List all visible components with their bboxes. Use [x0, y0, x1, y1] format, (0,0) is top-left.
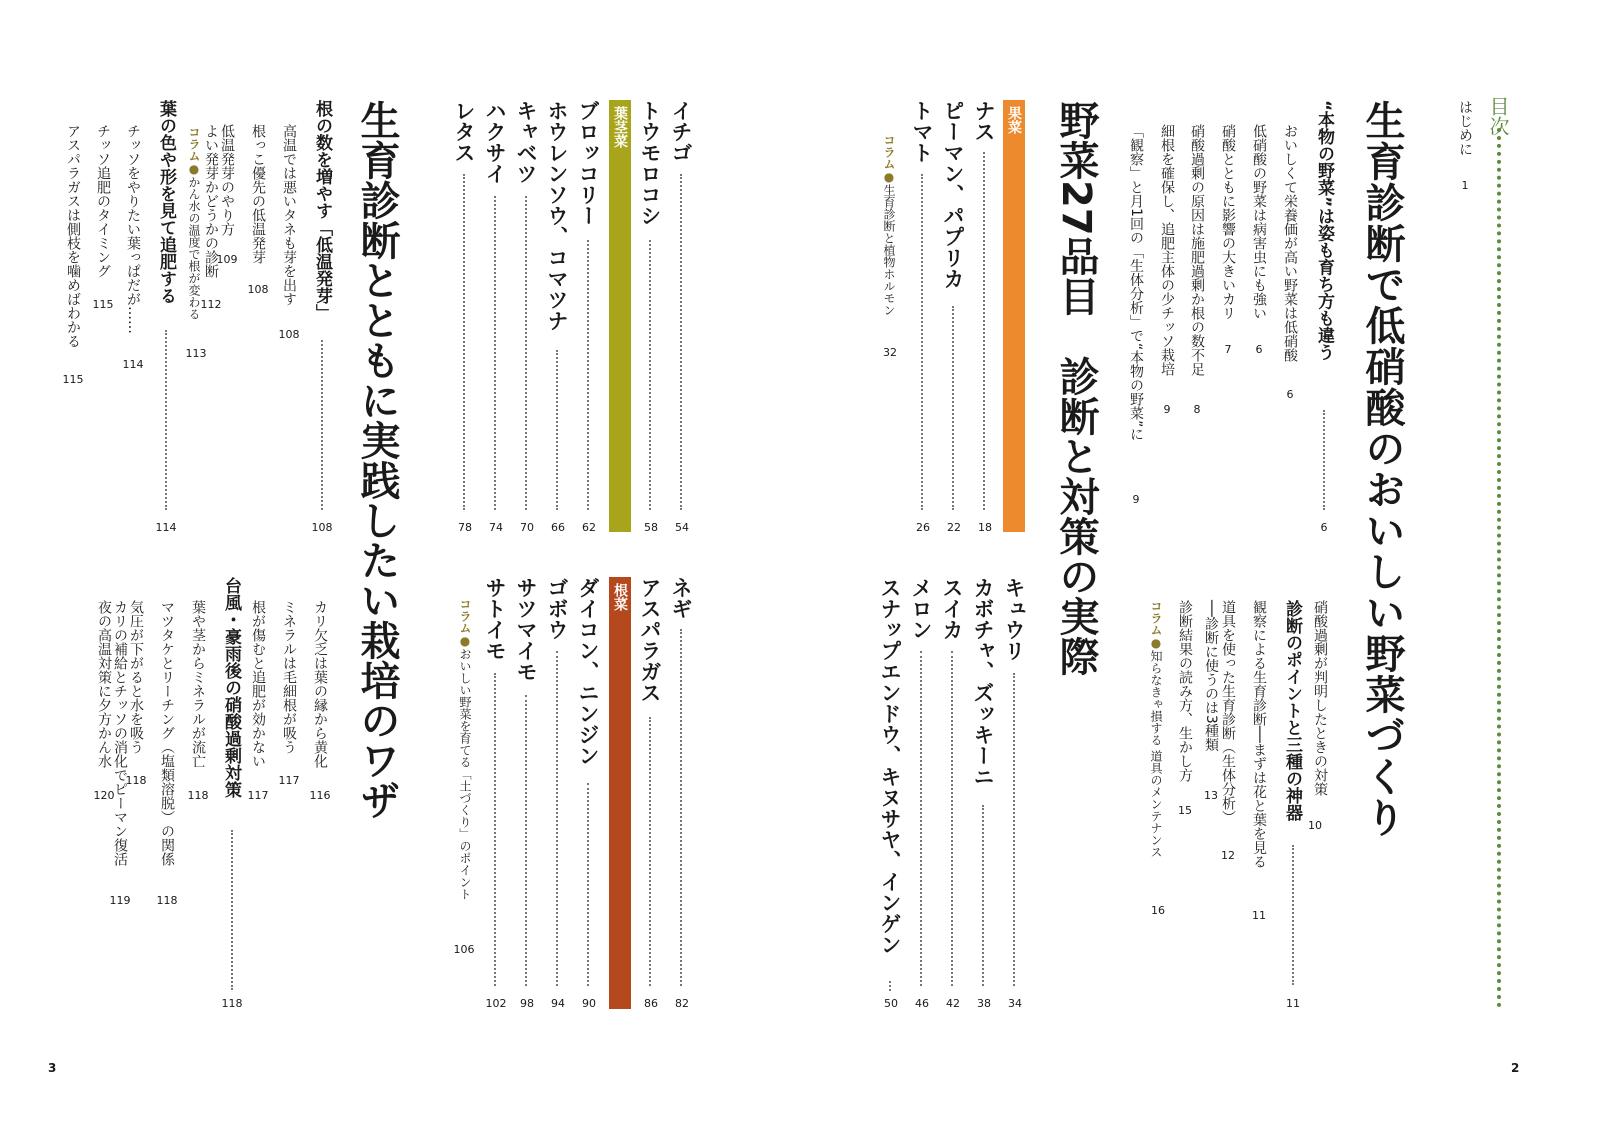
intro-label: はじめに	[1457, 100, 1473, 156]
p3-bottom-item-page: 117	[278, 774, 300, 787]
p1-column-text: 知らなきゃ損する 道具のメンテナンス	[1149, 650, 1163, 858]
p1-sec1-item: 低硝酸の野菜は病害虫にも強い	[1251, 124, 1267, 320]
p2-column1-tag: コラム●	[882, 134, 896, 184]
band-youkei-label: 葉茎菜	[612, 106, 628, 148]
p3-sec3-page: 118	[221, 997, 243, 1010]
p1-sec1-page: 6	[1320, 521, 1328, 534]
p2-column1-text: 生育診断と植物ホルモン	[882, 184, 896, 316]
p1-sec2-item-page: 13	[1204, 789, 1218, 802]
band-kasai	[1003, 100, 1025, 532]
p2-konsai-entry: サトイモ	[483, 577, 507, 661]
p2-misc-b-page: 82	[675, 997, 689, 1010]
p1-sec1-item-page: 9	[1163, 403, 1171, 416]
p3-sec1-item-page: 108	[278, 328, 300, 341]
p1-sec1-item: 硝酸過剰の原因は施肥過剰か根の数不足	[1189, 124, 1205, 376]
p2-kasai-b-leader	[1013, 673, 1015, 986]
p2-kasai-b-leader	[889, 981, 891, 991]
p2-youkei-page: 66	[551, 521, 565, 534]
p3-sec1-item-page: 108	[247, 283, 269, 296]
p1-sec2-item-page: 11	[1252, 909, 1266, 922]
p1-column-tag: コラム●	[1149, 600, 1163, 650]
p2-column2-tag: コラム●	[458, 598, 472, 648]
p2-kasai-b-leader	[982, 805, 984, 986]
p3-sec1-item: よい発芽かどうかの診断	[203, 124, 219, 278]
page-number-right: 2	[1511, 1061, 1520, 1075]
p3-sec1-item: 根っこ優先の低温発芽	[250, 124, 266, 264]
p2-misc-b-page: 86	[644, 997, 658, 1010]
p3-sec2-item: チッソ追肥のタイミング	[95, 124, 111, 278]
p1-sec2-item: 観察による生育診断──まずは花と葉を見る	[1251, 600, 1267, 869]
p1-column	[1150, 600, 1162, 858]
p2-kasai-b-leader	[920, 651, 922, 986]
p3-sec2-title: 葉の色や形を見て追肥する	[156, 100, 176, 304]
band-konsai-label: 根菜	[612, 583, 628, 611]
p3-sec3-item: 気圧が下がると水を吸う	[128, 600, 144, 754]
band-youkei	[609, 100, 631, 532]
p1-sec2-leader	[1292, 845, 1294, 985]
p2-youkei-entry: レタス	[452, 100, 476, 163]
p2-konsai-leader	[525, 695, 527, 986]
p2-kasai-page: 18	[978, 521, 992, 534]
p3-bottom-item-page: 117	[247, 789, 269, 802]
p2-kasai-b-page: 46	[915, 997, 929, 1010]
p3-sec3-item: 夜の高温対策に夕方かん水	[96, 600, 112, 768]
p2-youkei-page: 78	[458, 521, 472, 534]
p1-sec2-title: 診断のポイントと三種の神器	[1282, 600, 1302, 821]
toc-dotted-rule	[1497, 128, 1501, 1008]
p2-konsai-page: 98	[520, 997, 534, 1010]
p3-sec2-item-page: 114	[122, 358, 144, 371]
p3-column	[188, 126, 200, 320]
p3-sec1-page: 108	[311, 521, 333, 534]
p3-column-page: 113	[185, 347, 207, 360]
p2-column2-text: おいしい野菜を育てる「土づくり」のポイント	[458, 648, 472, 900]
p3-sec3-item-page: 120	[93, 789, 115, 802]
p1-sec2-item: ──診断に使うのは3種類	[1203, 600, 1219, 752]
p1-sec1b-page: 10	[1308, 819, 1322, 832]
p3-bottom-item: 根が傷むと追肥が効かない	[250, 600, 266, 768]
p2-kasai-page: 26	[916, 521, 930, 534]
p2-misc-page: 58	[644, 521, 658, 534]
p3-sec3-item: マツタケとリーチング（塩類溶脱）の関係	[159, 600, 175, 866]
p2-kasai-b-entry: スイカ	[940, 577, 964, 640]
p3-sec2-item-page: 115	[62, 373, 84, 386]
p3-sec1-item: 低温発芽のやり方	[219, 124, 235, 236]
p2-kasai-leader	[952, 306, 954, 510]
p2-konsai-leader	[494, 673, 496, 986]
p2-kasai-b-page: 42	[946, 997, 960, 1010]
p1-sec1-title: “本物の野菜”は姿も育ち方も違う	[1314, 100, 1334, 361]
p2-kasai-b-entry: スナップエンドウ、キヌサヤ、インゲン	[878, 577, 902, 955]
p2-column1	[883, 134, 895, 316]
p3-sec2-leader	[165, 330, 167, 510]
p2-konsai-leader	[587, 783, 589, 986]
p2-youkei-leader	[525, 196, 527, 510]
p2-konsai-entry: ゴボウ	[545, 577, 569, 640]
p1-sec1-item-page: 8	[1193, 403, 1201, 416]
p1-sec2-item-page: 12	[1221, 849, 1235, 862]
p2-misc-b-entry: ネギ	[669, 577, 693, 619]
p1-sec2-item: 道具を使った生育診断（生体分析）	[1220, 600, 1236, 824]
p2-youkei-leader	[587, 240, 589, 510]
intro-page: 1	[1461, 179, 1469, 192]
p1-sec1-item: おいしくて栄養価が高い野菜は低硝酸	[1282, 124, 1298, 362]
p3-sec3-item-page: 119	[109, 894, 131, 907]
p2-kasai-b-page: 34	[1008, 997, 1022, 1010]
p2-kasai-entry: ナス	[972, 100, 996, 142]
p2-konsai-page: 94	[551, 997, 565, 1010]
band-konsai	[609, 577, 631, 1009]
toc-title: 目次	[1486, 96, 1510, 136]
p1-sec1-item-page: 7	[1224, 343, 1232, 356]
p2-kasai-b-leader	[951, 651, 953, 986]
p3-sec2-item: アスパラガスは側枝を噛めばわかる	[65, 124, 81, 348]
p1-sec1-item: 細根を確保し、追肥主体の少チッソ栽培	[1159, 124, 1175, 376]
p1-sec2-item-page: 15	[1178, 804, 1192, 817]
p2-misc-b-entry: アスパラガス	[638, 577, 662, 703]
p3-sec3-item-page: 118	[187, 789, 209, 802]
page-number-left: 3	[48, 1061, 57, 1075]
p2-youkei-page: 70	[520, 521, 534, 534]
p3-sec1-title: 根の数を増やす「低温発芽」	[312, 100, 332, 321]
p2-misc-leader	[680, 174, 682, 510]
p2-kasai-leader	[921, 174, 923, 510]
p1-sec2-item: 診断結果の読み方、生かし方	[1177, 600, 1193, 782]
p2-kasai-b-entry: キュウリ	[1002, 577, 1026, 661]
p2-kasai-entry: トマト	[910, 100, 934, 163]
p2-kasai-entry: ピーマン、パプリカ	[941, 100, 965, 289]
p2-misc-page: 54	[675, 521, 689, 534]
p2-column2-page: 106	[453, 943, 475, 956]
p2-kasai-b-entry: カボチャ、ズッキーニ	[971, 577, 995, 787]
p2-konsai-entry: サツマイモ	[514, 577, 538, 682]
p2-kasai-b-page: 50	[884, 997, 898, 1010]
p2-youkei-leader	[556, 350, 558, 510]
band-kasai-label: 果菜	[1006, 106, 1022, 134]
p2-misc-b-leader	[649, 717, 651, 986]
p2-kasai-b-page: 38	[977, 997, 991, 1010]
p3-sec2-item-page: 115	[92, 298, 114, 311]
p3-sec1-leader	[321, 340, 323, 510]
p3-sec3-item: 葉や茎からミネラルが流亡	[190, 600, 206, 768]
p3-sec3-title: 台風・豪雨後の硝酸過剰対策	[221, 577, 241, 798]
p3-column-tag: コラム●	[187, 126, 201, 176]
p1-sec1-item: 「観察」と月1回の「生体分析」で“本物の野菜”に	[1128, 124, 1144, 442]
p1-sec1-item-page: 6	[1255, 343, 1263, 356]
p3-sec3-item: カリの補給とチッソの消化でピーマン復活	[112, 600, 128, 866]
p2-kasai-b-entry: メロン	[909, 577, 933, 640]
p1-column-page: 16	[1151, 904, 1165, 917]
p3-sec1-item-page: 109	[216, 253, 238, 266]
p1-sec1-item-page: 9	[1132, 493, 1140, 506]
p3-bottom-item-page: 116	[309, 789, 331, 802]
p3-sec2-item: チッソをやりたい葉っぱだが……	[125, 124, 141, 334]
p3-sec2-page: 114	[155, 521, 177, 534]
p2-youkei-leader	[494, 196, 496, 510]
p3-sec1-item-page: 112	[200, 298, 222, 311]
p2-misc-b-leader	[680, 629, 682, 986]
p2-konsai-leader	[556, 651, 558, 986]
p2-youkei-leader	[463, 174, 465, 510]
p2-misc-entry: トウモロコシ	[638, 100, 662, 226]
p1-sec1-item: 硝酸とともに影響の大きいカリ	[1220, 124, 1236, 320]
p2-konsai-page: 102	[485, 997, 507, 1010]
p2-youkei-entry: ハクサイ	[483, 100, 507, 184]
p3-sec3-item-page: 118	[156, 894, 178, 907]
part3-title: 生育診断とともに実践したい栽培のワザ	[354, 100, 400, 820]
p2-konsai-page: 90	[582, 997, 596, 1010]
p1-sec1-item-page: 6	[1286, 388, 1294, 401]
p1-sec1-leader	[1323, 410, 1325, 510]
p3-bottom-item: カリ欠乏は葉の縁から黄化	[312, 600, 328, 768]
p2-column1-page: 32	[883, 346, 897, 359]
p2-misc-entry: イチゴ	[669, 100, 693, 163]
p2-youkei-page: 74	[489, 521, 503, 534]
p2-youkei-entry: ホウレンソウ、コマツナ	[545, 100, 569, 331]
p2-youkei-entry: ブロッコリー	[576, 100, 600, 226]
p2-kasai-leader	[983, 152, 985, 510]
p2-column2	[459, 598, 471, 900]
p3-column-text: かん水の温度で根が変わる	[187, 176, 201, 320]
p3-bottom-item: ミネラルは毛細根が吸う	[281, 600, 297, 754]
p2-youkei-page: 62	[582, 521, 596, 534]
p1-sec2-page: 11	[1286, 997, 1300, 1010]
p2-konsai-entry: ダイコン、ニンジン	[576, 577, 600, 766]
p2-kasai-page: 22	[947, 521, 961, 534]
p3-sec3-item-page: 118	[125, 774, 147, 787]
part2-title: 野菜27品目 診断と対策の実際	[1053, 100, 1099, 676]
p2-youkei-entry: キャベツ	[514, 100, 538, 184]
p1-sec1b-text: 硝酸過剰が判明したときの対策	[1312, 600, 1328, 796]
p3-sec1-item: 高温では悪いタネも芽を出す	[281, 124, 297, 306]
p3-sec3-leader	[231, 830, 233, 990]
p2-misc-leader	[649, 240, 651, 510]
part1-title: 生育診断で低硝酸のおいしい野菜づくり	[1359, 100, 1405, 838]
